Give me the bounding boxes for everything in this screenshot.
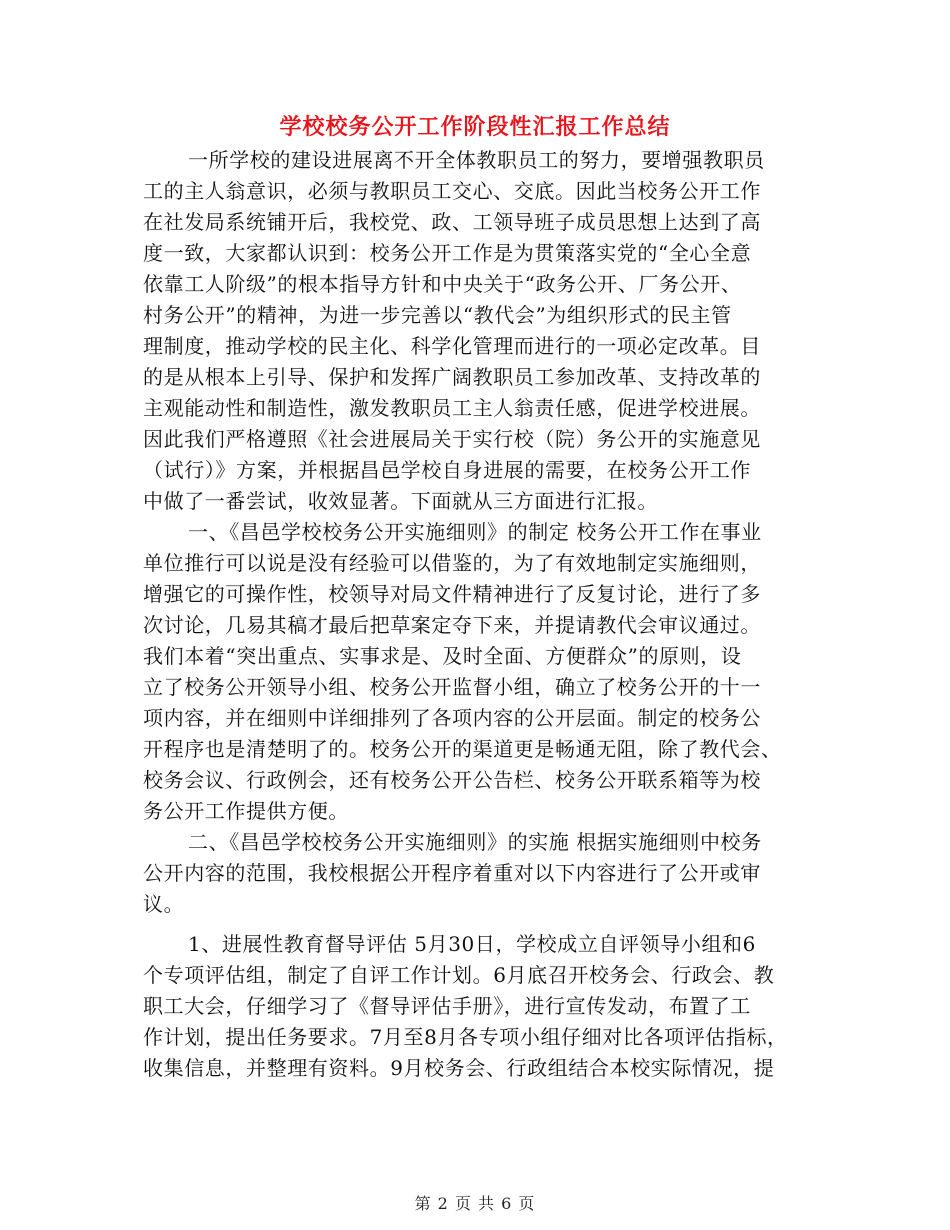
text-line: 工的主人翁意识，必须与教职员工交心、交底。因此当校务公开工作 xyxy=(143,179,761,203)
text-line: 务公开工作提供方便。 xyxy=(143,799,349,823)
text-line: 度一致，大家都认识到：校务公开工作是为贯策落实党的“全心全意 xyxy=(143,241,752,265)
text-line: 公开内容的范围，我校根据公开程序着重对以下内容进行了公开或审 xyxy=(143,861,761,885)
page-number-footer: 第 2 页 共 6 页 xyxy=(414,1194,536,1213)
text-line: 村务公开”的精神，为进一步完善以“教代会”为组织形式的民主管 xyxy=(143,303,732,327)
text-line: 因此我们严格遵照《社会进展局关于实行校（院）务公开的实施意见 xyxy=(143,427,761,451)
text-line: 二、《昌邑学校校务公开实施细则》的实施 根据实施细则中校务 xyxy=(188,830,762,854)
document-body xyxy=(143,145,815,1084)
text-line: 主观能动性和制造性，激发教职员工主人翁责任感，促进学校进展。 xyxy=(143,396,761,420)
text-line: 我们本着“突出重点、实事求是、及时全面、方便群众”的原则，设 xyxy=(143,644,742,668)
text-line: 一、《昌邑学校校务公开实施细则》的制定 校务公开工作在事业 xyxy=(188,520,762,544)
text-line: 作计划，提出任务要求。7月至8月各专项小组仔细对比各项评估指标， xyxy=(143,1025,788,1049)
text-line: （试行）》方案，并根据昌邑学校自身进展的需要，在校务公开工作 xyxy=(143,458,751,482)
text-line: 依靠工人阶级”的根本指导方针和中央关于“政务公开、厂务公开、 xyxy=(143,272,742,296)
text-line: 单位推行可以说是没有经验可以借鉴的，为了有效地制定实施细则， xyxy=(143,551,761,575)
text-line: 校务会议、行政例会，还有校务公开公告栏、校务公开联系箱等为校 xyxy=(143,768,761,792)
text-line: 立了校务公开领导小组、校务公开监督小组，确立了校务公开的十一 xyxy=(143,675,761,699)
text-line: 项内容，并在细则中详细排列了各项内容的公开层面。制定的校务公 xyxy=(143,706,761,730)
text-line: 理制度，推动学校的民主化、科学化管理而进行的一项必定改革。目 xyxy=(143,334,761,358)
text-line: 的是从根本上引导、保护和发挥广阔教职员工参加改革、支持改革的 xyxy=(143,365,761,389)
text-line: 增强它的可操作性，校领导对局文件精神进行了反复讨论，进行了多 xyxy=(143,582,761,606)
text-line: 职工大会，仔细学习了《督导评估手册》，进行宣传发动，布置了工 xyxy=(143,994,751,1018)
document-title: 学校校务公开工作阶段性汇报工作总结 xyxy=(279,114,671,140)
text-line: 中做了一番尝试，收效显著。下面就从三方面进行汇报。 xyxy=(143,489,658,513)
text-line: 个专项评估组，制定了自评工作计划。6月底召开校务会、行政会、教 xyxy=(143,963,775,987)
text-line: 一所学校的建设进展离不开全体教职员工的努力，要增强教职员 xyxy=(188,148,765,172)
text-line: 议。 xyxy=(143,892,185,916)
text-line: 在社发局系统铺开后，我校党、政、工领导班子成员思想上达到了高 xyxy=(143,210,761,234)
text-line: 1、进展性教育督导评估 5月30日，学校成立自评领导小组和6 xyxy=(188,932,756,956)
text-line: 开程序也是清楚明了的。校务公开的渠道更是畅通无阻，除了教代会、 xyxy=(143,737,782,761)
text-line: 收集信息，并整理有资料。9月校务会、行政组结合本校实际情况，提 xyxy=(143,1056,775,1080)
text-line: 次讨论，几易其稿才最后把草案定夺下来，并提请教代会审议通过。 xyxy=(143,613,761,637)
